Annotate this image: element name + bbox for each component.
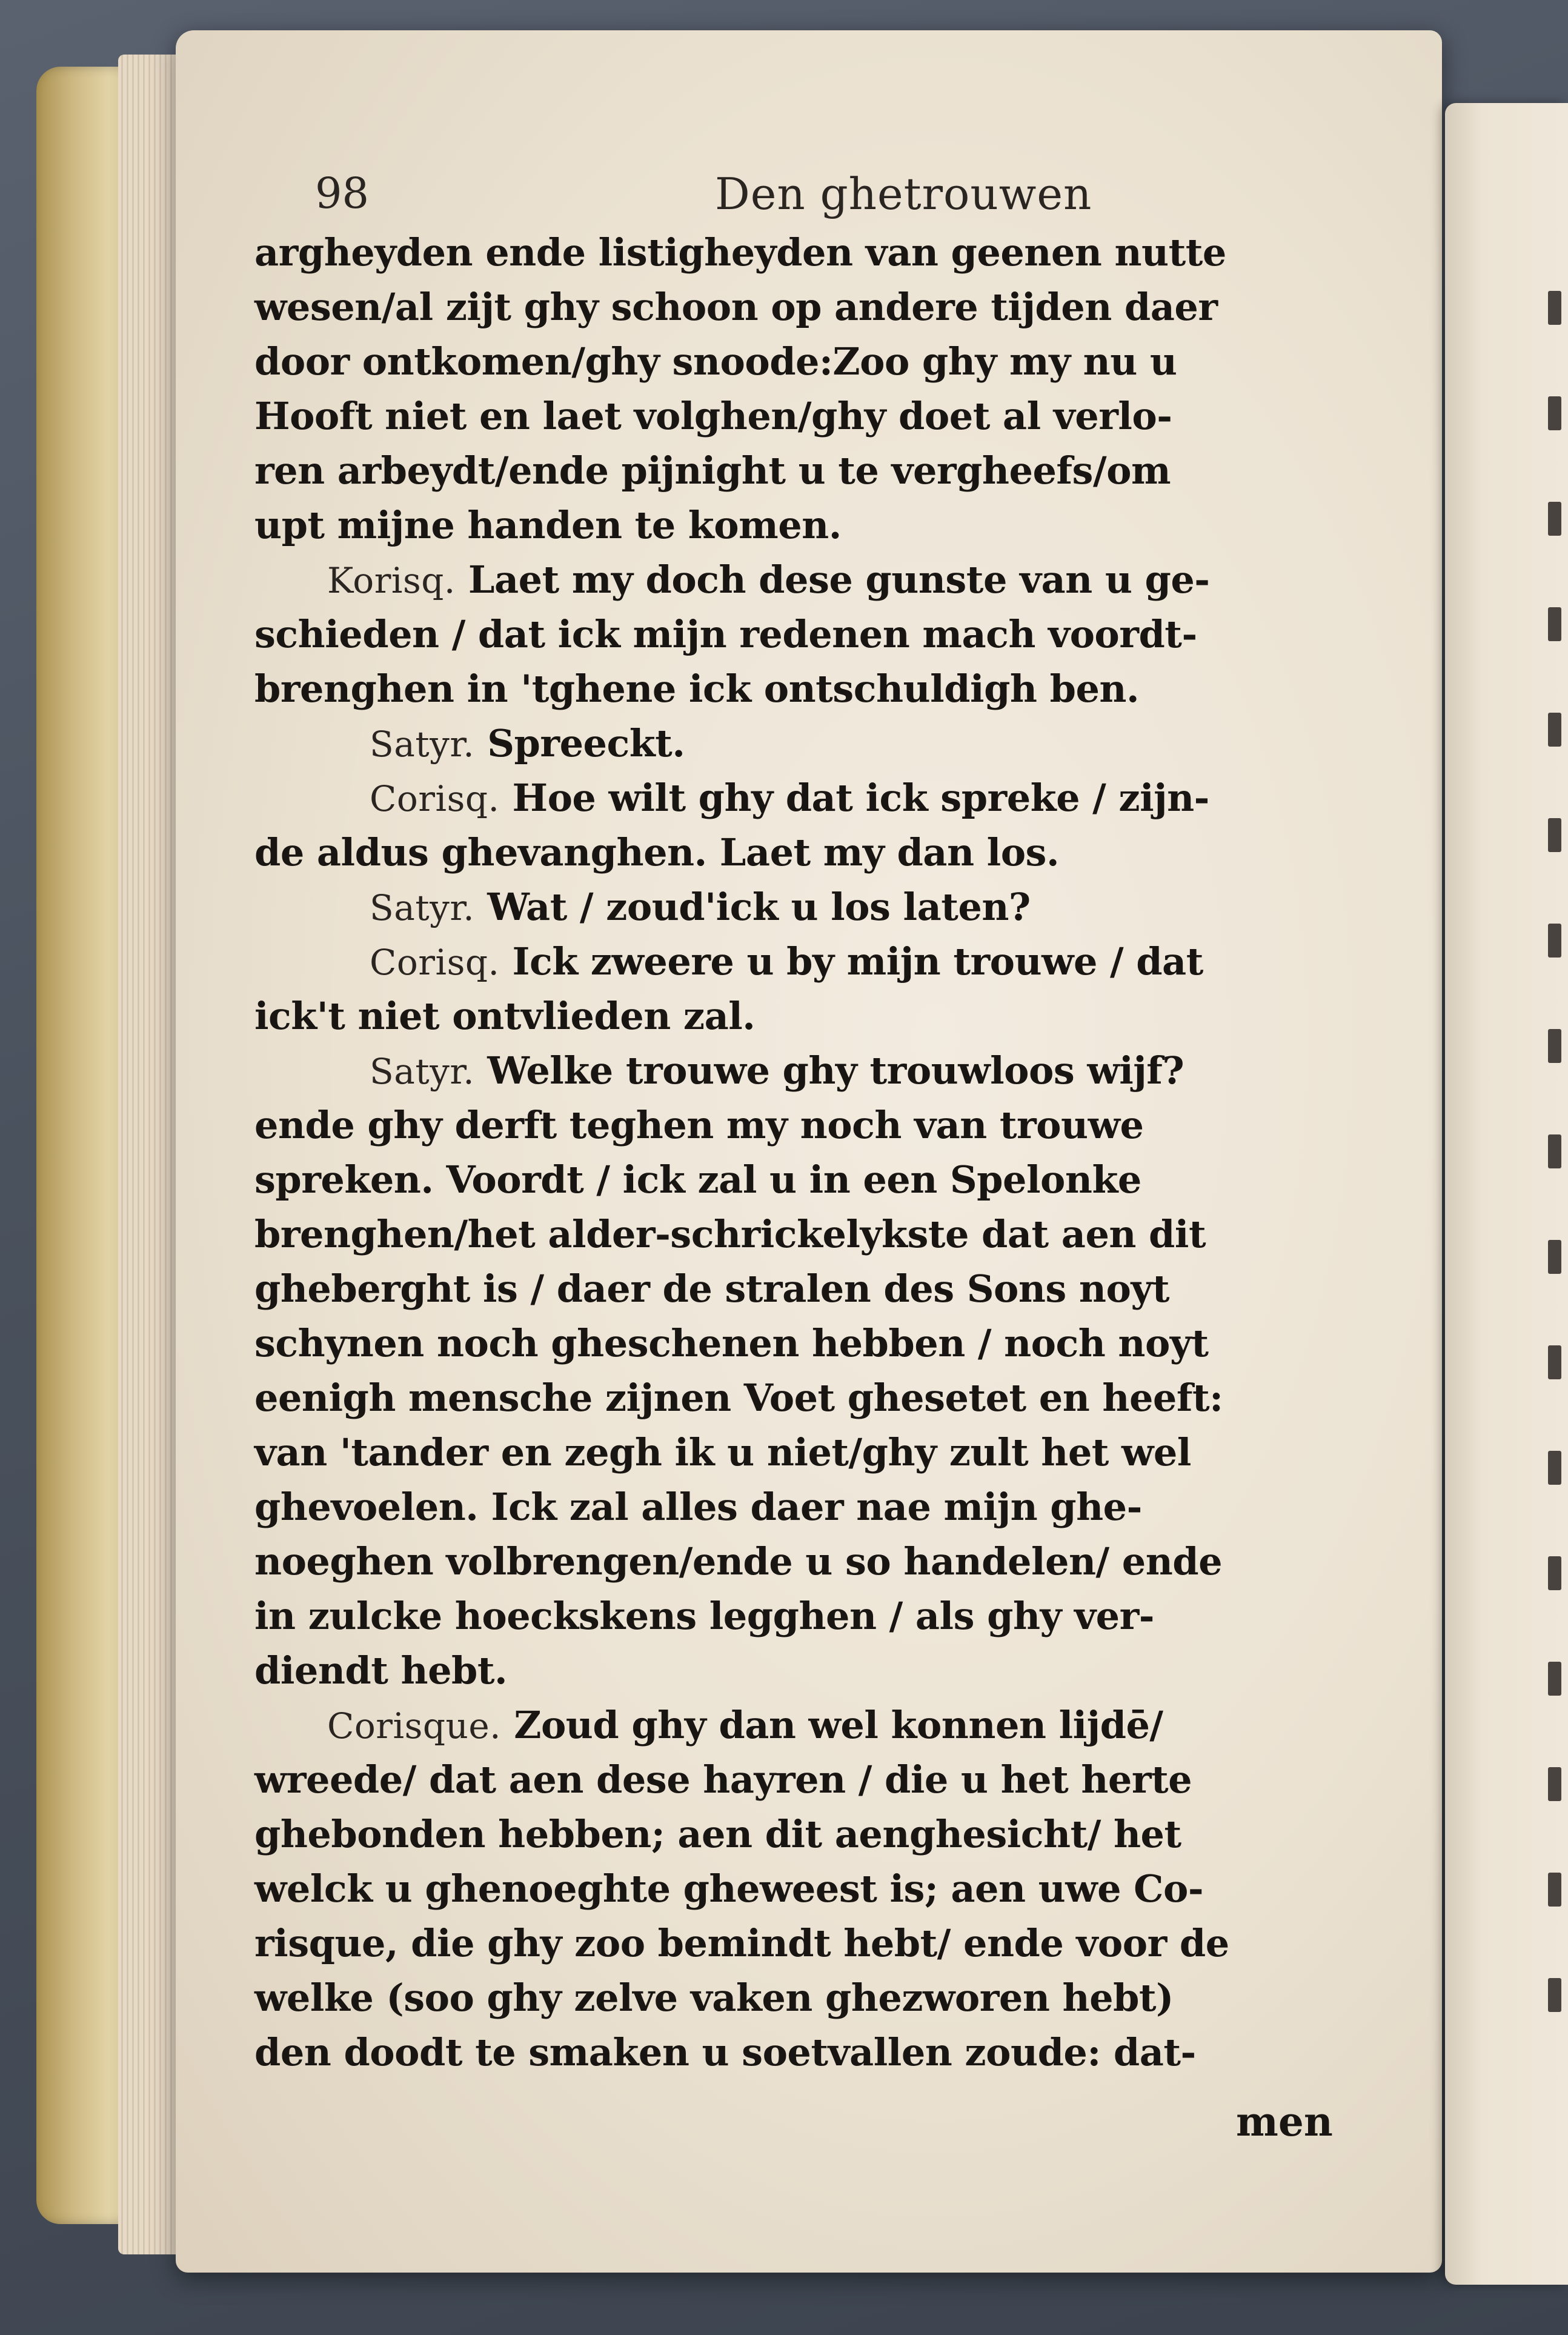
- text-line: [254, 1534, 1394, 1589]
- line-text: Ick zweere u by mijn trouwe / dat: [512, 939, 1203, 984]
- text-line: [254, 280, 1394, 335]
- text-line: [254, 1425, 1394, 1480]
- line-text: schieden / dat ick mijn redenen mach voordt-: [254, 612, 1197, 656]
- text-line: [254, 1316, 1394, 1371]
- speaker-name: Corisq.: [370, 778, 500, 819]
- line-text: wesen/al zijt ghy schoon op andere tijden daer: [254, 285, 1218, 329]
- text-line: [254, 880, 1394, 934]
- speaker-name: Satyr.: [370, 724, 475, 765]
- line-text: eenigh mensche zijnen Voet ghesetet en heeft:: [254, 1376, 1223, 1420]
- speaker-name: Corisque.: [327, 1705, 502, 1747]
- line-text: ende ghy derft teghen my noch van trouwe: [254, 1103, 1144, 1147]
- line-text: diendt hebt.: [254, 1648, 508, 1693]
- line-text: noeghen volbrengen/ende u so handelen/ ende: [254, 1539, 1223, 1584]
- line-text: welck u ghenoeghte gheweest is; aen uwe Co-: [254, 1867, 1204, 1911]
- text-line: [254, 1098, 1394, 1153]
- text-line: [254, 1916, 1394, 1971]
- line-text: Wat / zoud'ick u los laten?: [487, 885, 1031, 929]
- text-line: [254, 1207, 1394, 1262]
- line-text: in zulcke hoeckskens legghen / als ghy ver-: [254, 1594, 1154, 1638]
- line-text: door ontkomen/ghy snoode:Zoo ghy my nu u: [254, 339, 1177, 384]
- line-text: brenghen in 'tghene ick ontschuldigh ben.: [254, 667, 1140, 711]
- line-text: Spreeckt.: [487, 721, 685, 765]
- running-head: Den ghetrouwen: [715, 168, 1092, 219]
- text-line: [254, 1589, 1394, 1644]
- text-line: [254, 1753, 1394, 1807]
- line-text: Hooft niet en laet volghen/ghy doet al verlo-: [254, 394, 1172, 438]
- text-line: [254, 607, 1394, 662]
- line-text: schynen noch gheschenen hebben / noch noyt: [254, 1321, 1209, 1365]
- speaker-name: Satyr.: [370, 1051, 475, 1092]
- line-text: welke (soo ghy zelve vaken ghezworen hebt): [254, 1976, 1174, 2020]
- line-text: ghebonden hebben; aen dit aenghesicht/ het: [254, 1812, 1181, 1856]
- text-line: [254, 1807, 1394, 1862]
- line-text: Hoe wilt ghy dat ick spreke / zijn-: [512, 776, 1209, 820]
- text-line: [254, 498, 1394, 553]
- text-line: [254, 1371, 1394, 1425]
- text-line: [254, 989, 1394, 1044]
- text-line: [254, 444, 1394, 498]
- line-text: spreken. Voordt / ick zal u in een Spelonke: [254, 1158, 1141, 1202]
- text-line: [254, 1862, 1394, 1916]
- page-number: 98: [315, 168, 370, 218]
- line-text: ghevoelen. Ick zal alles daer nae mijn ghe-: [254, 1485, 1142, 1529]
- text-line: [254, 662, 1394, 716]
- text-line: [254, 1698, 1394, 1753]
- line-text: Laet my doch dese gunste van u ge-: [468, 558, 1210, 602]
- text-line: [254, 1480, 1394, 1534]
- text-line: [254, 1044, 1394, 1098]
- text-line: [254, 1644, 1394, 1698]
- line-text: wreede/ dat aen dese hayren / die u het herte: [254, 1757, 1192, 1802]
- catchword: men: [1236, 2098, 1333, 2145]
- speaker-name: Korisq.: [327, 560, 456, 601]
- speaker-name: Corisq.: [370, 942, 500, 983]
- line-text: ren arbeydt/ende pijnight u te vergheefs/om: [254, 448, 1171, 493]
- line-text: ick't niet ontvlieden zal.: [254, 994, 756, 1038]
- text-line: [254, 553, 1394, 607]
- text-line: [254, 1262, 1394, 1316]
- line-text: Zoud ghy dan wel konnen lijdē/: [514, 1703, 1163, 1747]
- text-line: [254, 934, 1394, 989]
- line-text: risque, die ghy zoo bemindt hebt/ ende voor de: [254, 1921, 1229, 1965]
- text-line: [254, 225, 1394, 280]
- line-text: upt mijne handen te komen.: [254, 503, 842, 547]
- speaker-name: Satyr.: [370, 887, 475, 928]
- line-text: Welke trouwe ghy trouwloos wijf?: [487, 1048, 1184, 1093]
- text-lines: [254, 225, 1394, 2080]
- text-line: [254, 1971, 1394, 2025]
- text-line: [254, 771, 1394, 825]
- line-text: argheyden ende listigheyden van geenen nutte: [254, 230, 1226, 275]
- line-text: brenghen/het alder-schrickelykste dat aen dit: [254, 1212, 1206, 1256]
- line-text: den doodt te smaken u soetvallen zoude: dat-: [254, 2030, 1196, 2074]
- line-text: gheberght is / daer de stralen des Sons noyt: [254, 1267, 1169, 1311]
- text-line: [254, 825, 1394, 880]
- right-page-text-fragments: [1548, 291, 1566, 2109]
- line-text: de aldus ghevanghen. Laet my dan los.: [254, 830, 1060, 874]
- text-line: [254, 1153, 1394, 1207]
- text-line: [254, 2025, 1394, 2080]
- line-text: van 'tander en zegh ik u niet/ghy zult het wel: [254, 1430, 1191, 1474]
- text-line: [254, 389, 1394, 444]
- text-line: [254, 335, 1394, 389]
- text-line: [254, 716, 1394, 771]
